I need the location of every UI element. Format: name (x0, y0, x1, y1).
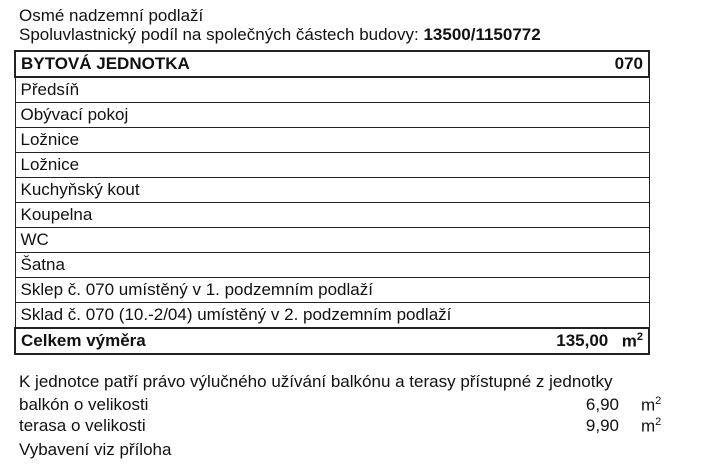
total-value-group (518, 331, 643, 352)
room-name: Sklep č. 070 umístěný v 1. podzemním podlaží (15, 278, 649, 303)
balcony-unit-exp: 2 (655, 395, 662, 407)
room-name: Ložnice (15, 128, 649, 153)
equipment-note: Vybavení viz příloha (19, 440, 172, 459)
total-row (15, 328, 649, 354)
floor-label: Osmé nadzemní podlaží (19, 6, 204, 25)
room-name: Kuchyňský kout (15, 178, 649, 203)
room-name: Ložnice (15, 153, 649, 178)
room-row (15, 153, 649, 178)
room-row (15, 203, 649, 228)
unit-number: 070 (614, 54, 643, 73)
room-name: Šatna (15, 253, 649, 278)
total-label: Celkem výměra (21, 330, 146, 350)
terrace-label: terasa o velikosti (19, 416, 146, 435)
room-row (15, 253, 649, 278)
balcony-unit (641, 395, 661, 416)
terrace-row (19, 416, 662, 436)
terrace-unit-exp: 2 (655, 416, 662, 428)
share-label: Spoluvlastnický podíl na společných částech budovy: (19, 25, 424, 44)
total-unit (613, 331, 643, 352)
total-unit-base: m (621, 331, 637, 351)
unit-table (14, 50, 650, 355)
ownership-share (19, 25, 541, 45)
room-row (15, 278, 649, 303)
room-row (15, 178, 649, 203)
usage-note: K jednotce patří právo výlučného užívání balkónu a terasy přístupné z jednotky (19, 372, 613, 391)
room-row (15, 128, 649, 153)
room-row (15, 103, 649, 128)
balcony-value: 6,90 (585, 395, 619, 414)
terrace-unit-base: m (641, 416, 656, 436)
terrace-unit (641, 416, 661, 437)
room-row (15, 77, 649, 103)
room-name: Předsíň (15, 77, 649, 103)
total-area: 135,00 (556, 331, 609, 351)
total-cell (15, 328, 649, 354)
unit-header-row (15, 51, 649, 77)
total-unit-exp: 2 (636, 330, 643, 343)
balcony-label: balkón o velikosti (19, 395, 149, 414)
balcony-row (19, 395, 662, 415)
room-name: Obývací pokoj (15, 103, 649, 128)
room-name: Koupelna (15, 203, 649, 228)
room-name: Sklad č. 070 (10.-2/04) umístěný v 2. podzemním podlaží (15, 303, 649, 329)
room-name: WC (15, 228, 649, 253)
room-row (15, 303, 649, 329)
balcony-unit-base: m (641, 395, 656, 415)
share-value: 13500/1150772 (423, 25, 541, 44)
unit-title-text: BYTOVÁ JEDNOTKA (21, 54, 190, 73)
room-row (15, 228, 649, 253)
terrace-value: 9,90 (585, 416, 619, 435)
unit-title (15, 51, 649, 77)
